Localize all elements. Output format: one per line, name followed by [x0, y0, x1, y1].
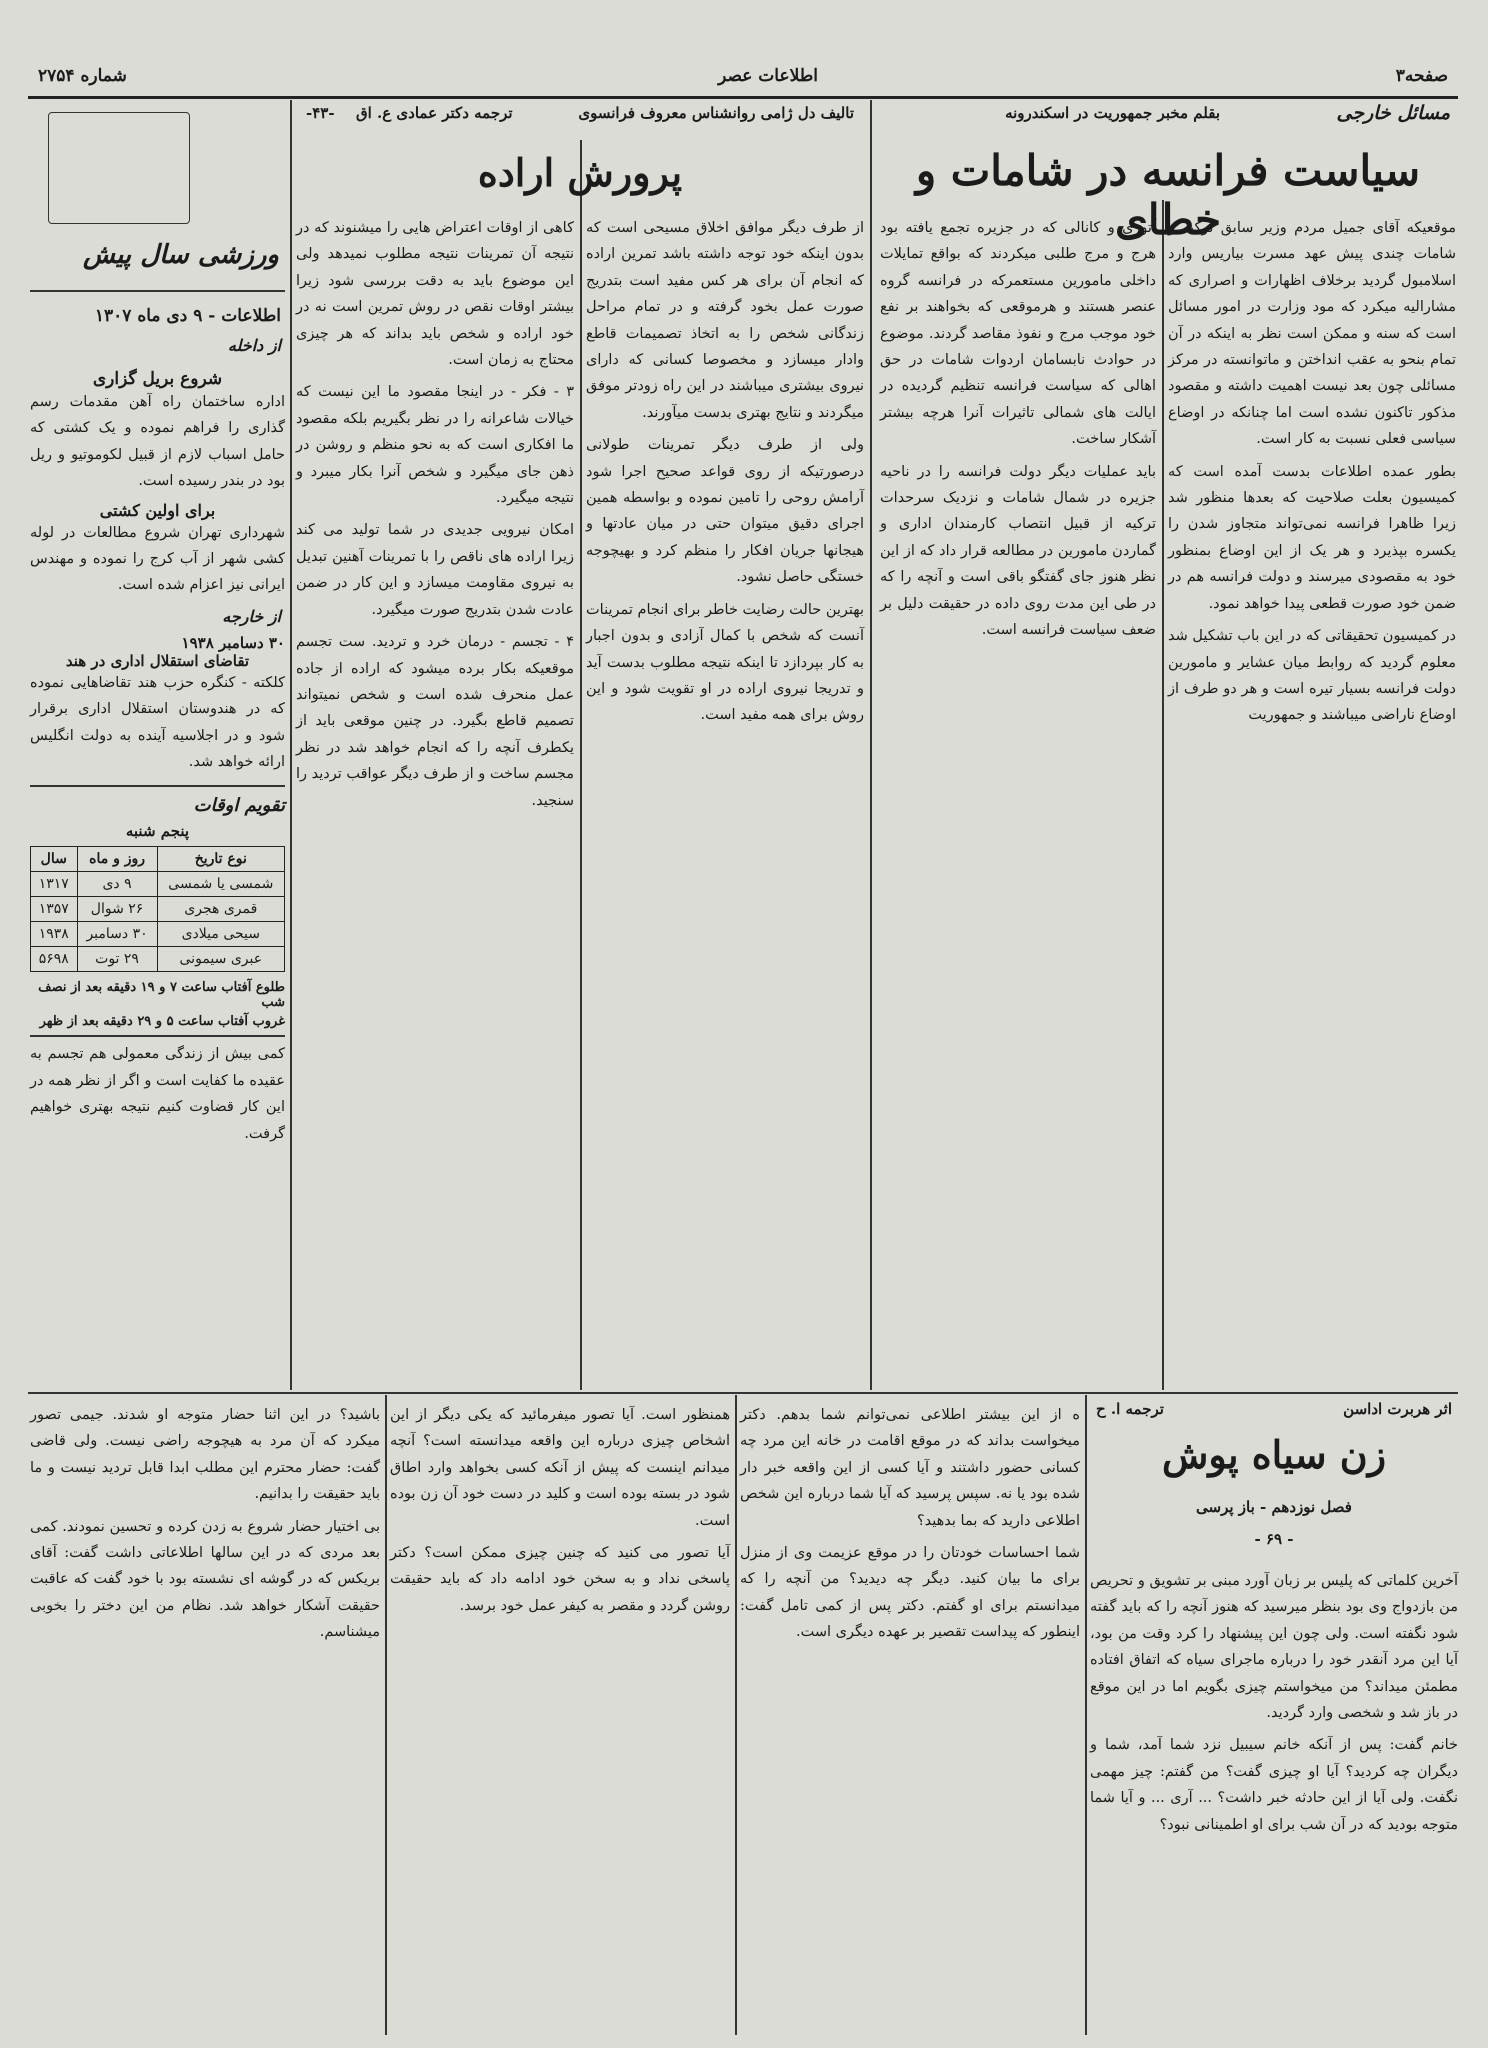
sketch-illustration-icon: [48, 112, 190, 224]
table-cell: شمسی یا شمسی: [157, 872, 284, 897]
serial-translator: ترجمه ا. ح: [1096, 1400, 1164, 1418]
table-row: [31, 947, 285, 972]
paper-name: اطلاعات عصر: [718, 66, 818, 86]
paragraph: کمی بیش از زندگی معمولی هم تجسم به عقیده ما کفایت است و اگر از نظر همه در این کار قضاوت کنیم نتیجه بهتری خواهیم گرفت.: [30, 1035, 285, 1147]
paragraph: آتوری و کانالی که در جزیره تجمع یافته بود هرج و مرج طلبی میکردند که بواقع تمایلات داخلی مامورین مستعمرکه در فرانسه گروه عنصر هستند و هرموقعی که بخواهند بر نفع خود موجب مرج و نفوذ مقاصد گردند. موضوع در حوادث نابسامان اردوات شامات در حق اهالی که سیاست فرانسه تنظیم گردیده در ایالت های شمالی تاثیرات آنرا هرچه بیشتر آشکار ساخت.: [880, 220, 1156, 448]
news-column: [30, 100, 285, 1390]
part-number: - ۶۹ -: [1254, 1530, 1294, 1548]
paragraph: کاهی از اوقات اعتراض هایی را میشنوند که در نتیجه آن تمرینات نتیجه مطلوب نمیدهد ولی این موضوع باید به دقت بررسی شود زیرا بیشتر اوقات نقص در روش تمرین است نه در خود اراده و شخص باید بداند که هر چیزی محتاج به زمان است.: [296, 220, 574, 369]
paragraph: همنظور است. آیا تصور میفرمائید که یکی دیگر از این اشخاص چیزی درباره این واقعه میدانسته است؟ آنچه میدانم اینست که پیش از آنکه کسی بخواهد وارد اطاق شود در بسته بوده است و کلید در دست خود آن زن بوده است.: [390, 1407, 730, 1529]
paragraph: از طرف دیگر موافق اخلاق مسیحی است که بدون اینکه خود توجه داشته باشد تمرین اراده که انجام آن برای هر کس مفید است بتدریج صورت عمل بخود گرفته و در تمام مراحل زندگانی شخص را به اتخاذ تصمیمات قاطع وادار میسازد و مخصوصا کسانی که دارای نیروی بیشتری میباشند در این راه زودتر موفق میگردند و نتایج بهتری بدست میآورند.: [586, 220, 864, 421]
paragraph: شما احساسات خودتان را در موقع عزیمت وی از منزل برای ما بیان کنید. دیگر چه دیدید؟ من آنچه را که میدانستم برای او گفتم. دکتر پس از کمی تامل گفت: اینطور که پیداست تقصیر بر عهده دیگری است.: [740, 1545, 1080, 1641]
section-label: مسائل خارجی: [1336, 102, 1450, 124]
serial-column-1: [1090, 1398, 1458, 2038]
paragraph: ولی از طرف دیگر تمرینات طولانی درصورتیکه از روی قواعد صحیح اجرا شود آرامش روحی را تامین نموده و بواسطه همین اجرای دقیق میتوان حتی در میان عادتها و هیجانها جریان افکار را منظم کرد و بهیچوجه خستگی حاصل نشود.: [586, 437, 864, 586]
table-cell: ۹ دی: [77, 872, 157, 897]
table-cell: ۱۹۳۸: [31, 922, 78, 947]
will-column-1: [586, 215, 864, 1385]
paragraph: در کمیسیون تحقیقاتی که در این باب تشکیل شد معلوم گردید که روابط میان عشایر و مامورین دولت فرانسه بسیار تیره است و هر دو طرف از اوضاع ناراضی میباشند و جمهوریت: [1168, 628, 1456, 724]
table-row: [31, 922, 285, 947]
table-row: [31, 897, 285, 922]
table-cell: ۳۰ دسامبر: [77, 922, 157, 947]
chapter-title: فصل نوزدهم - باز پرسی: [1196, 1498, 1352, 1516]
part-number: -۴۳-: [306, 104, 335, 122]
paragraph: امکان نیرویی جدیدی در شما تولید می کند زیرا اراده های ناقص را با تمرینات آهنین تبدیل به نیروی مقاومت میسازد و این کار در ضمن عادت شدن بتدریج صورت میگیرد.: [296, 522, 574, 618]
paragraph: موقعیکه آقای جمیل مردم وزیر سابق ترکیه و شامات چندی پیش عهد مسرت بیاریس وارد اسلامبول گردید برخلاف اظهارات و اصراری که مشاراليه میکرد که مود وزارت در امور مسائل است که سنه و ممکن است نظر به اینکه در آن تمام بنحو به عقب انداختن و ماتوانسته در مرکز مسائلی چون بعد نیست اهمیت داشته و مقصود مذکور تاکنون نشده است اما چنانکه در اوضاع سیاسی فعلی نسبت به کار است.: [1168, 220, 1456, 448]
paragraph: کلکته - کنگره حزب هند تقاضاهایی نموده که در هندوستان استقلال اداری برقرار شود و در اجلاسیه آینده به دولت انگلیس ارائه خواهد شد.: [30, 674, 285, 771]
paragraph: ۳ - فکر - در اینجا مقصود ما این نیست که خیالات شاعرانه را در نظر بگیریم بلکه مقصود ما افکاری است که به نحو منظم و روشن در ذهن جای میگیرد و شخص آنرا بکار میبرد و نتیجه میگیرد.: [296, 384, 574, 507]
foreign-news-label: از خارجه: [222, 606, 281, 626]
table-cell: عبری سیمونی: [157, 947, 284, 972]
issue-number: شماره ۲۷۵۴: [38, 66, 127, 86]
paragraph: ۴ - تجسم - درمان خرد و تردید. ست تجسم موقعیکه بکار برده میشود که اراده از جاده عمل منحرف شده است و شخص نمیتواند تصمیم قاطع بگیرد. در چنین موقعی باید از یکطرف آنچه را که انجام خواهد شد در نظر مجسم ساخت و از طرف دیگر عواقب تردید را سنجید.: [296, 634, 574, 809]
column-logo: ورزشی سال پیش: [82, 240, 279, 270]
headline: تقاضای استقلال اداری در هند: [65, 651, 250, 670]
dateline: ۳۰ دسامبر ۱۹۳۸: [181, 633, 285, 652]
table-cell: ۵۶۹۸: [31, 947, 78, 972]
headline: شروع بریل گزاری: [92, 369, 223, 389]
paragraph: خانم گفت: پس از آنکه خانم سیبیل نزد شما آمد، شما و دیگران چه کردید؟ آیا او چیزی گفت؟ من گفتم: چیز مهمی نگفت. ولی آیا از این حادثه خبر داشت؟ ... آری ... و آیا شما متوجه بودید که در آن شب برای او اطمینانی نبود؟: [1090, 1737, 1458, 1833]
serial-source: اثر هربرت اداسن: [1343, 1400, 1452, 1418]
byline: بقلم مخبر جمهوریت در اسکندرونه: [1005, 104, 1220, 122]
weekday: پنجم شنبه: [125, 822, 190, 841]
date-line: اطلاعات - ۹ دی ماه ۱۳۰۷: [94, 306, 281, 326]
serial-title: زن سیاه پوش: [1161, 1432, 1387, 1477]
table-cell: ۲۹ توت: [77, 947, 157, 972]
table-cell: سیحی میلادی: [157, 922, 284, 947]
calendar-table: [30, 846, 285, 972]
paragraph: آخرین کلماتی که پلیس بر زبان آورد مبنی بر تشویق و تحریص من بازدواج وی بود بنظر میرسید که هنوز آنچه را که باید گفته شود نگفته است. ولی چون این پیشنهاد را کرد وقت من بود، آیا این مرد آنقدر خود را درباره ماجرای سیاه که اتفاق افتاده مطمئن میداند؟ من میخواستم چیزی بگویم اما در این موقع در باز شد و شخصی وارد گردید.: [1090, 1573, 1458, 1722]
translator: ترجمه دکتر عمادی ع. اق: [356, 104, 513, 122]
table-header: سال: [31, 847, 78, 872]
serial-column-4: [30, 1402, 380, 2032]
masthead: [28, 58, 1458, 99]
foreign-column-1: [1168, 215, 1456, 1385]
paragraph: اداره ساختمان راه آهن مقدمات رسم گذاری را فراهم نموده و یک کشتی که حامل اسباب لازم از قبیل لکوموتیو و ریل بود در بندر رسیده است.: [30, 394, 285, 490]
paragraph: شهرداری تهران شروع مطالعات در لوله کشی شهر از آب کرج را نموده و مهندس ایرانی نیز اعزام شده است.: [30, 524, 285, 594]
will-header: [296, 100, 864, 210]
page-number: صفحه۳: [1395, 66, 1448, 86]
serial-column-2: [740, 1402, 1080, 2032]
local-news-label: از داخله: [227, 336, 281, 355]
article-title: سیاست فرانسه در شامات و خطای: [915, 146, 1421, 244]
headline: برای اولین کشتی: [99, 500, 216, 520]
table-header: نوع تاریخ: [157, 847, 284, 872]
article-title: پرورش اراده: [477, 150, 683, 195]
will-column-2: [296, 215, 574, 1385]
serial-column-3: [390, 1402, 730, 2032]
table-header: روز و ماه: [77, 847, 157, 872]
sunset-time: غروب آفتاب ساعت ۵ و ۲۹ دقیقه بعد از ظهر: [39, 1014, 285, 1030]
calendar-label: تقویم اوقات: [193, 795, 285, 817]
foreign-column-2: [880, 215, 1156, 1385]
sunrise-time: طلوع آفتاب ساعت ۷ و ۱۹ دقیقه بعد از نصف شب: [38, 980, 285, 1011]
paragraph: بی اختیار حضار شروع به زدن کرده و تحسین نمودند. کمی بعد مردی که در این سالها اطلاعاتی داشت گفت: آقای بریکس که در گوشه ای نشسته بود با خود گفت که عاقبت حقیقت آشکار خواهد شد. نظام من این دختر را بخوبی میشناسم.: [30, 1518, 380, 1641]
logo-box: [30, 100, 285, 292]
author: تالیف دل ژامی روانشناس معروف فرانسوی: [578, 104, 854, 122]
paragraph: ه از این بیشتر اطلاعی نمی‌توانم شما بدهم. دکتر میخواست بداند که در موقع اقامت در خانه این مرد چه کسانی حضور داشتند و آیا کسی از این واقعه خبر دار شده بود یا نه. سپس پرسید که آیا شما درباره این شخص اطلاعی دارید که بما بدهید؟: [740, 1407, 1080, 1529]
table-row: [31, 872, 285, 897]
paragraph: آیا تصور می کنید که چنین چیزی ممکن است؟ دکتر پاسخی نداد و به سخن خود ادامه داد که باید حقیقت روشن گردد و مقصر به کیفر عمل خود برسد.: [390, 1545, 730, 1614]
table-cell: ۱۳۱۷: [31, 872, 78, 897]
table-cell: ۱۳۵۷: [31, 897, 78, 922]
paragraph: باید عملیات دیگر دولت فرانسه را در ناحیه جزیره در شمال شامات و نزدیک سرحدات ترکیه از قبیل انتصاب کارمندان اداری و گماردن مامورین در مطالعه قرار داد که از این نظر هنوز جای گفتگو باقی است و آنچه را که در طی این مدت روی داده در حقیقت دلیل بر ضعف سیاست فرانسه است.: [880, 463, 1156, 639]
paragraph: بهترین حالت رضایت خاطر برای انجام تمرینات آنست که شخص با کمال آزادی و بدون اجبار به کار بپردازد تا اینکه نتیجه مطلوب بدست آید و تدریجا نیروی اراده در او تقویت شود و این روش برای همه مفید است.: [586, 601, 864, 724]
table-cell: قمری هجری: [157, 897, 284, 922]
paragraph: باشید؟ در این اثنا حضار متوجه او شدند. جیمی تصور میکرد که آن مرد به هیچوجه راضی نیست. ولی قاضی گفت: حضار محترم این مطلب ابدا قابل تردید نیست و ما باید حقیقت را بدانیم.: [30, 1407, 380, 1503]
table-cell: ۲۶ شوال: [77, 897, 157, 922]
paragraph: بطور عمده اطلاعات بدست آمده است که کمیسیون بعلت صلاحیت که بعدها منظور شد زیرا ظاهرا فرانسه نمی‌تواند متجاوز شدن را یکسره بپذیرد و هر یک از این اوضاع بمنظور خود به مقصودی میرسند و دولت فرانسه هم در ضمن خود صورت قطعی پیدا خواهد نمود.: [1168, 463, 1456, 612]
foreign-header: [876, 100, 1460, 244]
